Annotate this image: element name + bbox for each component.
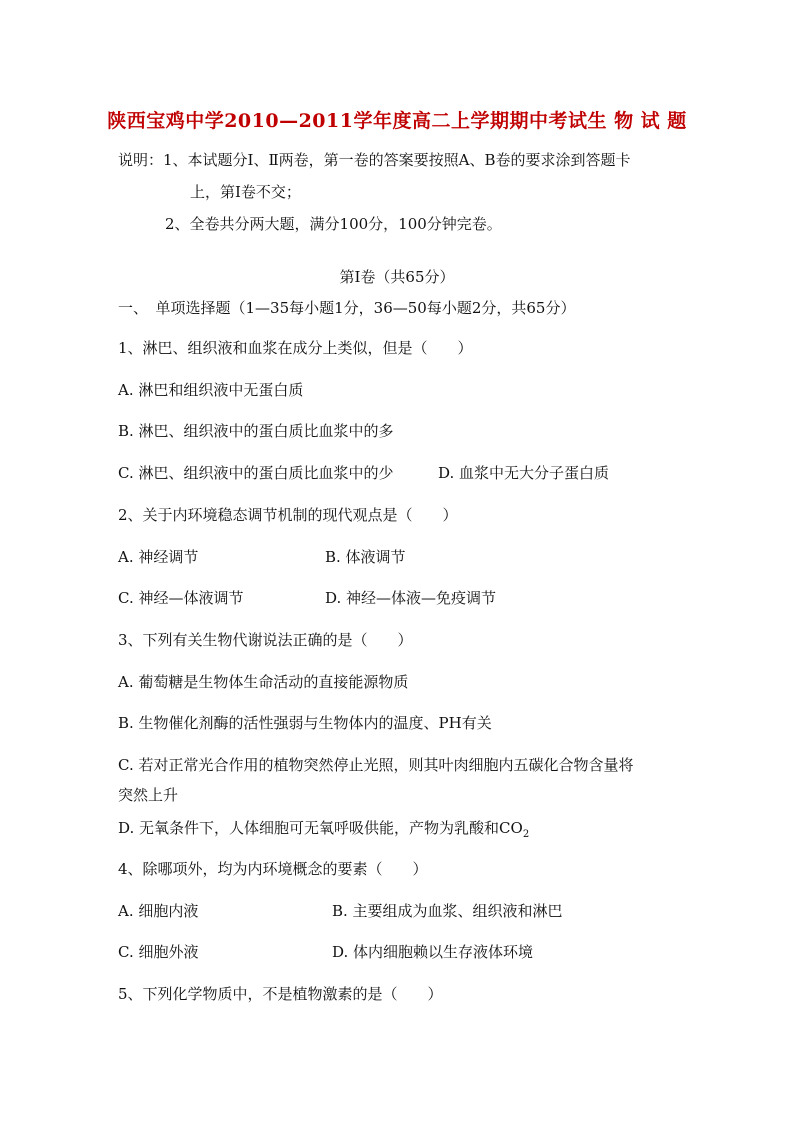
question-4-stem: 4、除哪项外，均为内环境概念的要素（ ）: [118, 860, 428, 878]
question-4-option-a: A. 细胞内液: [118, 902, 199, 920]
question-1-option-a: A. 淋巴和组织液中无蛋白质: [118, 381, 304, 399]
question-3-option-c-line-1: C. 若对正常光合作用的植物突然停止光照，则其叶肉细胞内五碳化合物含量将: [118, 756, 634, 774]
question-1-option-b: B. 淋巴、组织液中的蛋白质比血浆中的多: [118, 422, 394, 440]
question-2-option-d: D. 神经—体液—免疫调节: [325, 589, 497, 607]
question-4-option-b: B. 主要组成为血浆、组织液和淋巴: [332, 902, 563, 920]
section-heading: 一、 单项选择题（1—35每小题1分，36—50每小题2分，共65分）: [118, 299, 576, 317]
question-3-option-b: B. 生物催化剂酶的活性强弱与生物体内的温度、PH有关: [118, 714, 492, 732]
question-3-option-d-subscript: 2: [522, 829, 530, 840]
exam-title: 陕西宝鸡中学2010—2011学年度高二上学期期中考试生 物 试 题: [107, 110, 687, 132]
question-1-option-c: C. 淋巴、组织液中的蛋白质比血浆中的少: [118, 464, 394, 482]
question-3-option-c-line-2: 突然上升: [118, 786, 179, 804]
instruction-line-1: 说明：1、本试题分Ⅰ、Ⅱ两卷，第一卷的答案要按照A、B卷的要求涂到答题卡: [118, 151, 631, 169]
question-4-option-c: C. 细胞外液: [118, 943, 199, 961]
instruction-line-2: 上，第Ⅰ卷不交；: [190, 183, 301, 201]
question-3-option-a: A. 葡萄糖是生物体生命活动的直接能源物质: [118, 673, 409, 691]
question-2-stem: 2、关于内环境稳态调节机制的现代观点是（ ）: [118, 506, 458, 524]
question-3-option-d-text: D. 无氧条件下，人体细胞可无氧呼吸供能，产物为乳酸和CO: [118, 819, 523, 837]
question-5-stem: 5、下列化学物质中，不是植物激素的是（ ）: [118, 985, 443, 1003]
question-1-option-d: D. 血浆中无大分子蛋白质: [438, 464, 610, 482]
section-title: 第Ⅰ卷（共65分）: [339, 268, 455, 286]
question-2-option-c: C. 神经—体液调节: [118, 589, 244, 607]
question-1-stem: 1、淋巴、组织液和血浆在成分上类似，但是（ ）: [118, 339, 473, 357]
instruction-line-3: 2、全卷共分两大题，满分100分，100分钟完卷。: [165, 215, 502, 233]
question-2-option-b: B. 体液调节: [325, 548, 406, 566]
question-4-option-d: D. 体内细胞赖以生存液体环境: [332, 943, 534, 961]
question-2-option-a: A. 神经调节: [118, 548, 199, 566]
question-3-stem: 3、下列有关生物代谢说法正确的是（ ）: [118, 631, 413, 649]
question-3-option-d: [118, 818, 529, 845]
